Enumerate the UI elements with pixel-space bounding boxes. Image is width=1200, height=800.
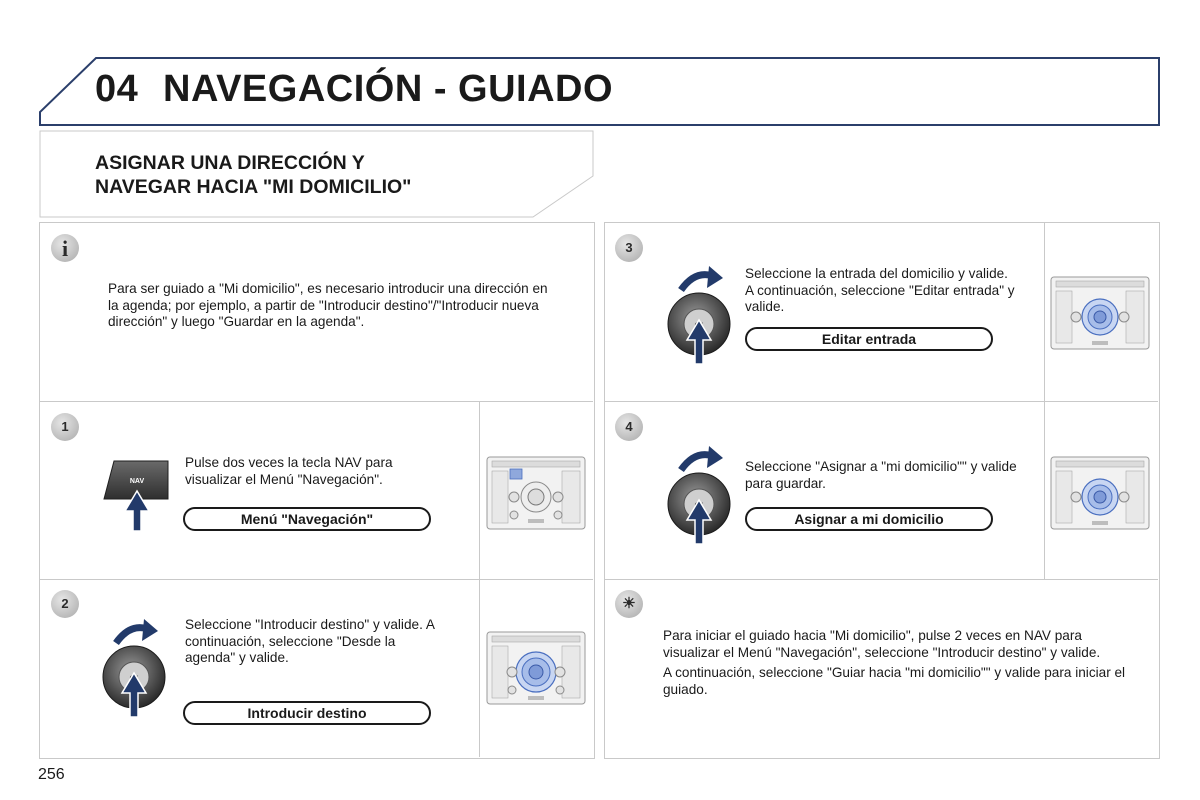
control-panel-icon — [1050, 455, 1150, 531]
divider — [1044, 223, 1045, 579]
chapter-title: NAVEGACIÓN - GUIADO — [163, 68, 614, 110]
step-2-badge: 2 — [51, 590, 79, 618]
divider — [40, 579, 593, 580]
info-text: Para ser guiado a "Mi domicilio", es necesario introducir una dirección en la agenda; por ejemplo, a partir de "Introducir destino"/"Introducir nueva dirección" y luego "Guardar en la agenda". — [108, 281, 548, 330]
nav-key-label: NAV — [129, 478, 145, 485]
control-panel-icon — [1050, 275, 1150, 351]
introducir-destino-button[interactable]: Introducir destino — [183, 701, 431, 725]
menu-navegacion-button[interactable]: Menú "Navegación" — [183, 507, 431, 531]
control-panel-icon — [486, 455, 586, 531]
rotary-knob-icon — [100, 613, 170, 723]
lightbulb-icon: ☀ — [615, 590, 643, 618]
info-icon: i — [51, 234, 79, 262]
asignar-mi-domicilio-button[interactable]: Asignar a mi domicilio — [745, 507, 993, 531]
divider — [40, 401, 593, 402]
divider — [479, 402, 480, 757]
rotary-knob-icon — [665, 260, 735, 370]
step-3-text: Seleccione la entrada del domicilio y valide. A continuación, seleccione "Editar entrada" y valide. — [745, 266, 1015, 315]
step-3-badge: 3 — [615, 234, 643, 262]
section-title — [95, 151, 411, 199]
rotary-knob-icon — [665, 440, 735, 550]
nav-key-icon — [100, 455, 175, 533]
divider — [605, 401, 1158, 402]
tip-paragraph-2: A continuación, seleccione "Guiar hacia "mi domicilio"" y valide para iniciar el guiado. — [663, 665, 1126, 697]
chapter-number: 04 — [95, 68, 139, 110]
tip-text — [663, 628, 1133, 698]
step-4-badge: 4 — [615, 413, 643, 441]
section-title-line1: ASIGNAR UNA DIRECCIÓN Y — [95, 152, 365, 174]
editar-entrada-button[interactable]: Editar entrada — [745, 327, 993, 351]
step-1-text: Pulse dos veces la tecla NAV para visualizar el Menú "Navegación". — [185, 455, 393, 487]
page-number: 256 — [38, 766, 65, 783]
tip-paragraph-1: Para iniciar el guiado hacia "Mi domicilio", pulse 2 veces en NAV para visualizar el Menú "Navegación", seleccione "Introducir destino" y valide. — [663, 628, 1101, 660]
step-2-text: Seleccione "Introducir destino" y valide. A continuación, seleccione "Desde la agenda" y valide. — [185, 617, 435, 666]
section-title-line2: NAVEGAR HACIA "MI DOMICILIO" — [95, 176, 412, 198]
step-1-badge: 1 — [51, 413, 79, 441]
divider — [605, 579, 1158, 580]
step-4-text: Seleccione "Asignar a "mi domicilio"" y valide para guardar. — [745, 459, 1017, 491]
control-panel-icon — [486, 630, 586, 706]
